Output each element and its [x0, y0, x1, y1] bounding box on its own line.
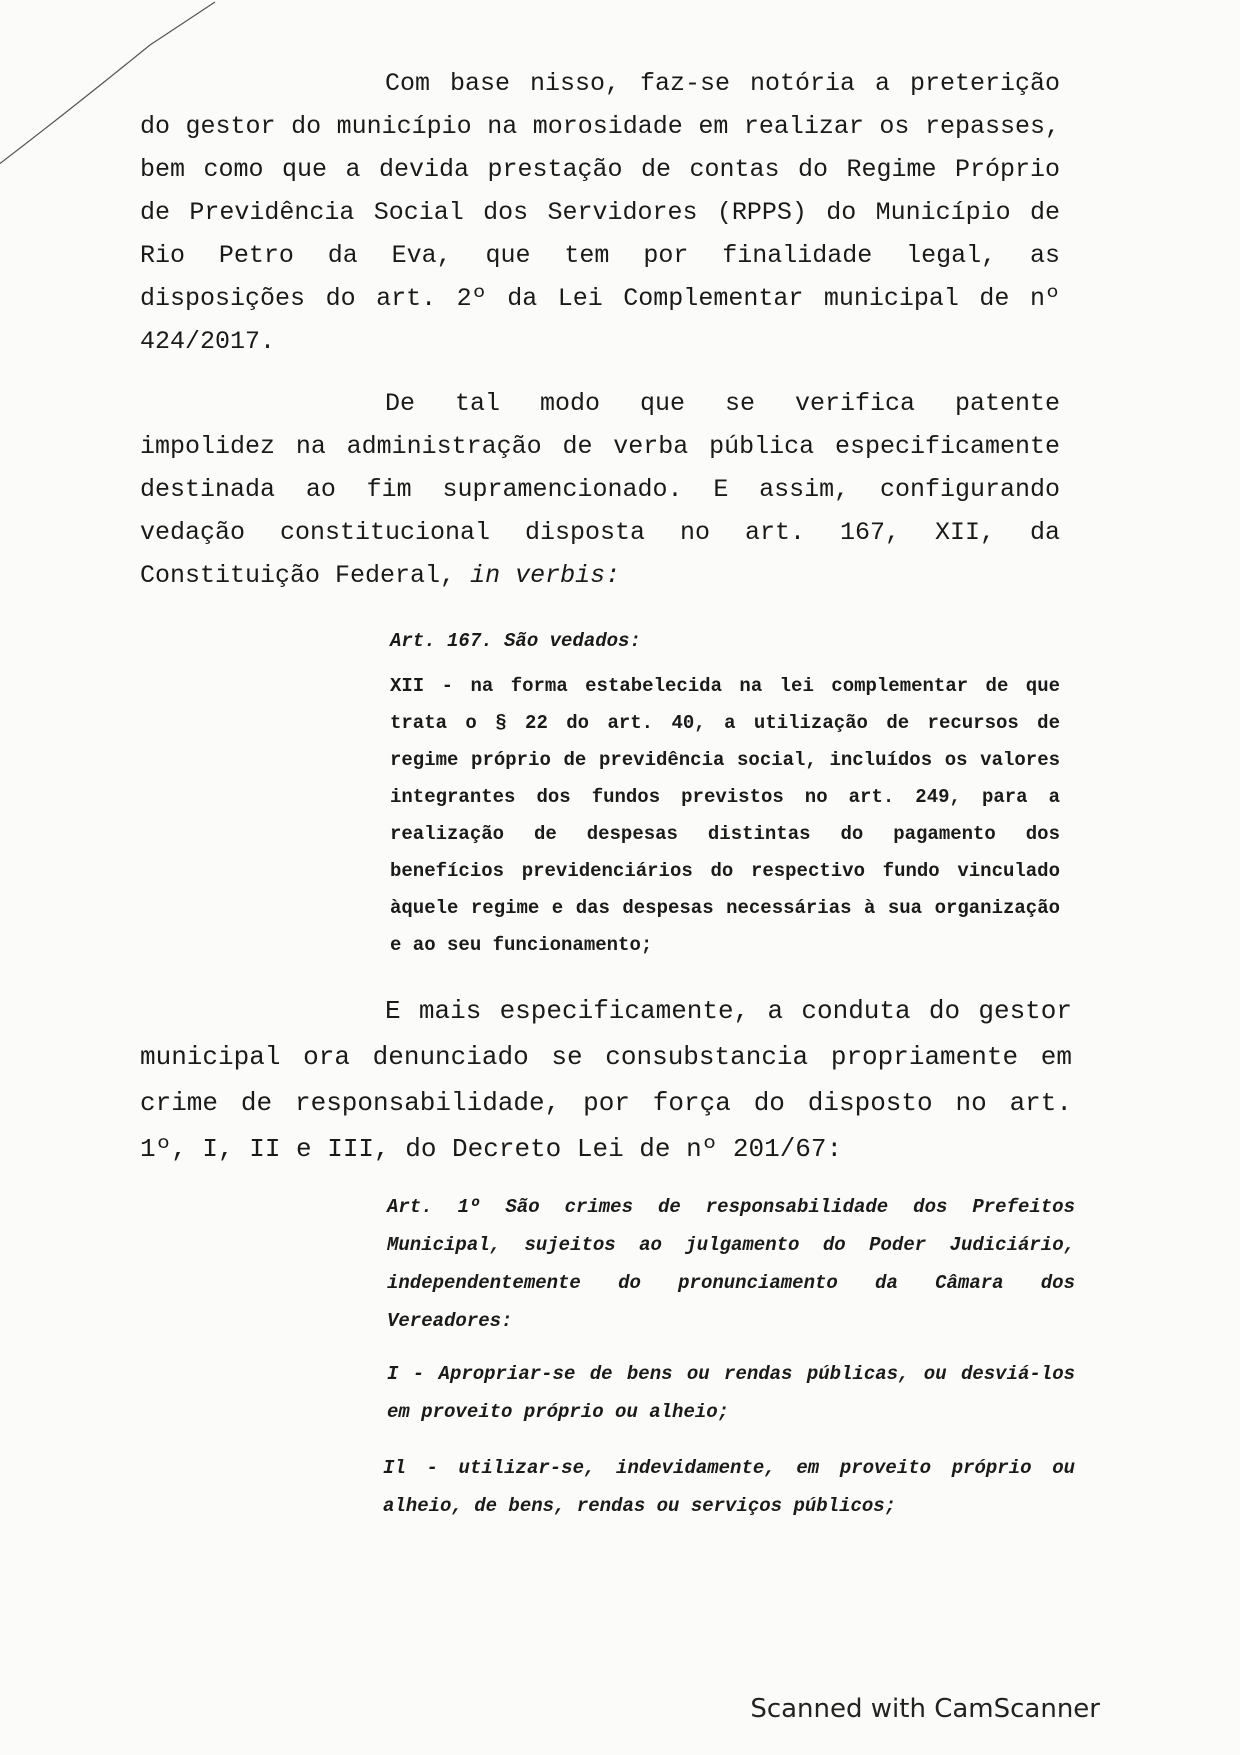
quote-1-heading: Art. 167. São vedados: — [390, 630, 641, 652]
quote-1-body: XII - na forma estabelecida na lei complementar de que trata o § 22 do art. 40, a utilização de recursos de regime próprio de previdência social, incluídos os valores integrantes dos fundos previstos no art. 249, para a realização de despesas distintas do pagamento dos benefícios previdenciários do respectivo fundo vinculado àquele regime e das despesas necessárias à sua organização e ao seu funcionamento; — [390, 675, 1060, 956]
quote-2-item-ii: Il - utilizar-se, indevidamente, em proveito próprio ou alheio, de bens, rendas ou serviços públicos; — [383, 1457, 1075, 1517]
scanner-watermark: Scanned with CamScanner — [750, 1694, 1100, 1724]
quote-2-heading: Art. 1º São crimes de responsabilidade dos Prefeitos Municipal, sujeitos ao julgamento do Poder Judiciário, independentemente do pronunciamento da Câmara dos Vereadores: — [387, 1196, 1075, 1332]
paragraph-2-italic: in verbis: — [470, 561, 621, 590]
paragraph-2 — [140, 382, 1060, 597]
paragraph-2-text: De tal modo que se verifica patente impolidez na administração de verba pública especificamente destinada ao fim supramencionado. E assim, configurando vedação constitucional disposta no art. 167, XII, da Constituição Federal, — [140, 389, 1060, 590]
paragraph-3: E mais especificamente, a conduta do gestor municipal ora denunciado se consubstancia propriamente em crime de responsabilidade, por força do disposto no art. 1º, I, II e III, do Decreto Lei de nº 201/67: — [140, 996, 1072, 1164]
quote-2-item-i: I - Apropriar-se de bens ou rendas públicas, ou desviá-los em proveito próprio ou alheio; — [387, 1363, 1075, 1423]
paragraph-1: Com base nisso, faz-se notória a preterição do gestor do município na morosidade em realizar os repasses, bem como que a devida prestação de contas do Regime Próprio de Previdência Social dos Servidores (RPPS) do Município de Rio Petro da Eva, que tem por finalidade legal, as disposições do art. 2º da Lei Complementar municipal de nº 424/2017. — [140, 69, 1060, 356]
